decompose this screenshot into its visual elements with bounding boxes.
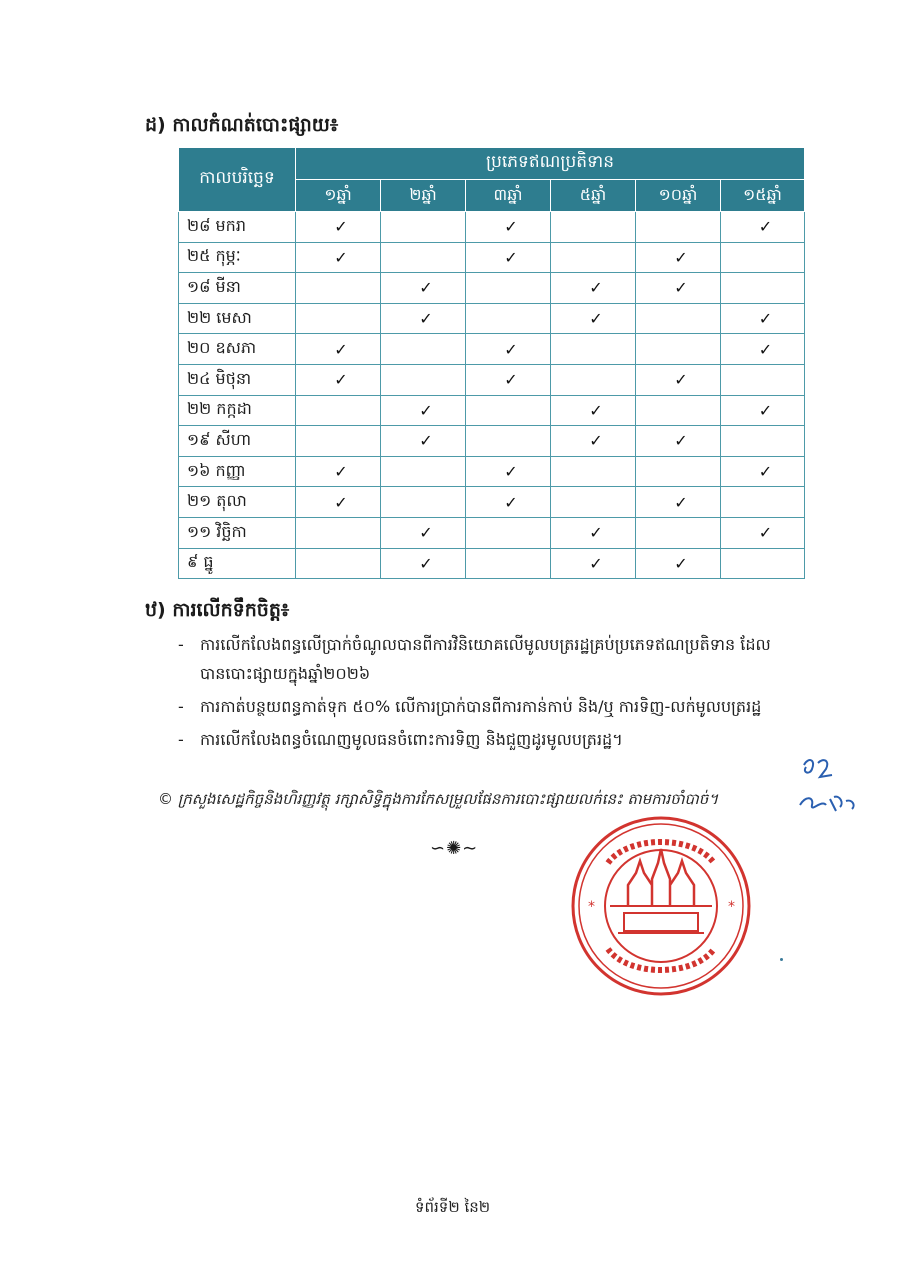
date-cell: ២០ ឧសភា	[179, 334, 296, 365]
term-header: ២ឆ្នាំ	[381, 180, 466, 212]
incentive-item	[178, 692, 818, 721]
term-cell	[381, 242, 466, 273]
term-cell	[551, 212, 636, 243]
table-row	[179, 548, 805, 579]
check-icon: ✓	[589, 278, 603, 298]
section-b-title: ឋ) ការលើកទឹកចិត្ត៖	[145, 599, 290, 621]
svg-text:*: *	[728, 899, 735, 915]
check-icon: ✓	[589, 553, 603, 573]
term-cell	[466, 395, 551, 426]
term-cell	[466, 517, 551, 548]
term-cell	[466, 303, 551, 334]
term-cell	[296, 273, 381, 304]
term-cell	[721, 426, 805, 457]
term-cell	[636, 395, 721, 426]
term-cell	[466, 548, 551, 579]
term-cell	[636, 334, 721, 365]
table-row	[179, 517, 805, 548]
check-icon: ✓	[419, 400, 433, 420]
term-cell	[721, 273, 805, 304]
copyright-notice: © ក្រសួងសេដ្ឋកិច្ចនិងហិរញ្ញវត្ថុ រក្សាសិទ្ធិក្នុងការកែសម្រួលផែនការបោះផ្សាយលក់នេះ តាមការចាំបាច់។	[158, 790, 719, 808]
check-icon: ✓	[334, 217, 348, 237]
term-cell	[636, 212, 721, 243]
incentive-text: ការកាត់បន្ថយពន្ធកាត់ទុក ៥០% លើការប្រាក់បានពីការកាន់កាប់ និង/ឬ ការទិញ-លក់មូលបត្ររដ្ឋ	[200, 697, 762, 716]
term-cell	[551, 364, 636, 395]
ink-dot	[780, 958, 783, 961]
page-number: ទំព័រទី២ នៃ២	[415, 1198, 491, 1216]
svg-text:*: *	[588, 899, 595, 915]
check-icon: ✓	[674, 553, 688, 573]
date-cell: ១៦ កញ្ញា	[179, 456, 296, 487]
check-icon: ✓	[504, 462, 518, 482]
check-icon: ✓	[589, 431, 603, 451]
signature-icon	[796, 755, 866, 820]
check-icon: ✓	[674, 278, 688, 298]
term-cell	[296, 212, 381, 243]
term-cell	[721, 303, 805, 334]
term-cell	[636, 456, 721, 487]
check-icon: ✓	[674, 247, 688, 267]
term-cell	[381, 395, 466, 426]
term-cell	[381, 487, 466, 518]
check-icon: ✓	[758, 400, 773, 420]
term-cell	[296, 548, 381, 579]
check-icon: ✓	[674, 492, 688, 512]
dash: -	[178, 635, 184, 654]
term-cell	[381, 273, 466, 304]
table-row	[179, 212, 805, 243]
term-cell	[551, 395, 636, 426]
term-cell	[551, 426, 636, 457]
term-cell	[381, 426, 466, 457]
date-cell: ១៩ សីហា	[179, 426, 296, 457]
check-icon: ✓	[334, 339, 348, 359]
section-d-title: ដ) កាលកំណត់បោះផ្សាយ៖	[145, 114, 339, 136]
check-icon: ✓	[758, 462, 773, 482]
table-row	[179, 303, 805, 334]
check-icon: ✓	[504, 217, 518, 237]
date-cell: ២២ កក្កដា	[179, 395, 296, 426]
table-row	[179, 242, 805, 273]
term-cell	[636, 303, 721, 334]
check-icon: ✓	[334, 247, 348, 267]
term-header: ១០ឆ្នាំ	[636, 180, 721, 212]
check-icon: ✓	[334, 370, 348, 390]
check-icon: ✓	[589, 523, 603, 543]
check-icon: ✓	[674, 431, 688, 451]
dash: -	[178, 730, 184, 749]
term-cell	[551, 242, 636, 273]
dash: -	[178, 697, 184, 716]
term-cell	[636, 517, 721, 548]
term-header: ៥ឆ្នាំ	[551, 180, 636, 212]
check-icon: ✓	[334, 492, 348, 512]
check-icon: ✓	[419, 523, 433, 543]
date-cell: ២១ តុលា	[179, 487, 296, 518]
check-icon: ✓	[758, 523, 773, 543]
term-cell	[381, 334, 466, 365]
date-cell: ២៥ កុម្ភៈ	[179, 242, 296, 273]
term-cell	[551, 548, 636, 579]
term-header: ៣ឆ្នាំ	[466, 180, 551, 212]
check-icon: ✓	[758, 339, 773, 359]
check-icon: ✓	[334, 462, 348, 482]
check-icon: ✓	[674, 370, 688, 390]
term-cell	[636, 273, 721, 304]
term-cell	[381, 517, 466, 548]
issuance-schedule-table	[178, 147, 805, 579]
term-header: ១៥ឆ្នាំ	[721, 180, 805, 212]
term-cell	[296, 487, 381, 518]
check-icon: ✓	[504, 339, 518, 359]
table-row	[179, 426, 805, 457]
term-cell	[721, 517, 805, 548]
period-header: កាលបរិច្ឆេទ	[179, 148, 296, 212]
check-icon: ✓	[758, 217, 773, 237]
term-cell	[466, 273, 551, 304]
term-cell	[721, 334, 805, 365]
date-cell: ១១ វិច្ឆិកា	[179, 517, 296, 548]
table-row	[179, 487, 805, 518]
check-icon: ✓	[419, 309, 433, 329]
term-cell	[466, 242, 551, 273]
term-cell	[296, 517, 381, 548]
check-icon: ✓	[589, 400, 603, 420]
credit-type-header: ប្រភេទឥណប្រតិទាន	[296, 148, 805, 180]
term-cell	[721, 487, 805, 518]
term-cell	[551, 456, 636, 487]
table-row	[179, 334, 805, 365]
term-cell	[296, 364, 381, 395]
date-cell: ២៤ មិថុនា	[179, 364, 296, 395]
date-cell: ២២ មេសា	[179, 303, 296, 334]
term-cell	[381, 548, 466, 579]
date-cell: ១៨ មីនា	[179, 273, 296, 304]
term-cell	[466, 334, 551, 365]
term-cell	[551, 303, 636, 334]
incentive-item	[178, 630, 818, 688]
term-cell	[636, 426, 721, 457]
term-cell	[296, 395, 381, 426]
term-cell	[551, 334, 636, 365]
incentive-text: ការលើកលែងពន្ធចំណេញមូលធនចំពោះការទិញ និងជួញដូរមូលបត្ររដ្ឋ។	[200, 730, 623, 749]
ornament-divider: ∽✺∼	[430, 838, 479, 859]
term-cell	[381, 456, 466, 487]
check-icon: ✓	[504, 370, 518, 390]
table-row	[179, 456, 805, 487]
term-cell	[636, 548, 721, 579]
term-cell	[721, 364, 805, 395]
term-cell	[551, 273, 636, 304]
term-cell	[296, 426, 381, 457]
official-seal-icon	[568, 813, 754, 999]
incentive-item	[178, 725, 818, 754]
check-icon: ✓	[419, 278, 433, 298]
term-cell	[466, 364, 551, 395]
table-row	[179, 273, 805, 304]
table-row	[179, 395, 805, 426]
term-header: ១ឆ្នាំ	[296, 180, 381, 212]
check-icon: ✓	[419, 431, 433, 451]
term-cell	[296, 303, 381, 334]
term-cell	[721, 212, 805, 243]
term-cell	[466, 212, 551, 243]
term-cell	[466, 426, 551, 457]
incentive-list	[178, 630, 818, 758]
term-cell	[636, 364, 721, 395]
term-cell	[551, 517, 636, 548]
check-icon: ✓	[504, 492, 518, 512]
term-cell	[721, 242, 805, 273]
term-cell	[721, 456, 805, 487]
incentive-text: ការលើកលែងពន្ធលើប្រាក់ចំណូលបានពីការវិនិយោគលើមូលបត្ររដ្ឋគ្រប់ប្រភេទឥណប្រតិទាន ដែលបានបោះផ្សាយក្នុងឆ្នាំ២០២៦	[200, 635, 771, 683]
term-cell	[296, 334, 381, 365]
term-cell	[721, 548, 805, 579]
check-icon: ✓	[758, 309, 773, 329]
date-cell: ៩ ធ្នូ	[179, 548, 296, 579]
date-cell: ២៨ មករា	[179, 212, 296, 243]
term-cell	[296, 242, 381, 273]
term-cell	[636, 242, 721, 273]
term-cell	[466, 487, 551, 518]
term-cell	[296, 456, 381, 487]
term-cell	[381, 303, 466, 334]
check-icon: ✓	[589, 309, 603, 329]
schedule-body	[179, 212, 805, 579]
term-cell	[721, 395, 805, 426]
term-cell	[551, 487, 636, 518]
term-cell	[381, 364, 466, 395]
check-icon: ✓	[504, 247, 518, 267]
term-cell	[466, 456, 551, 487]
table-row	[179, 364, 805, 395]
term-cell	[381, 212, 466, 243]
term-cell	[636, 487, 721, 518]
check-icon: ✓	[419, 553, 433, 573]
